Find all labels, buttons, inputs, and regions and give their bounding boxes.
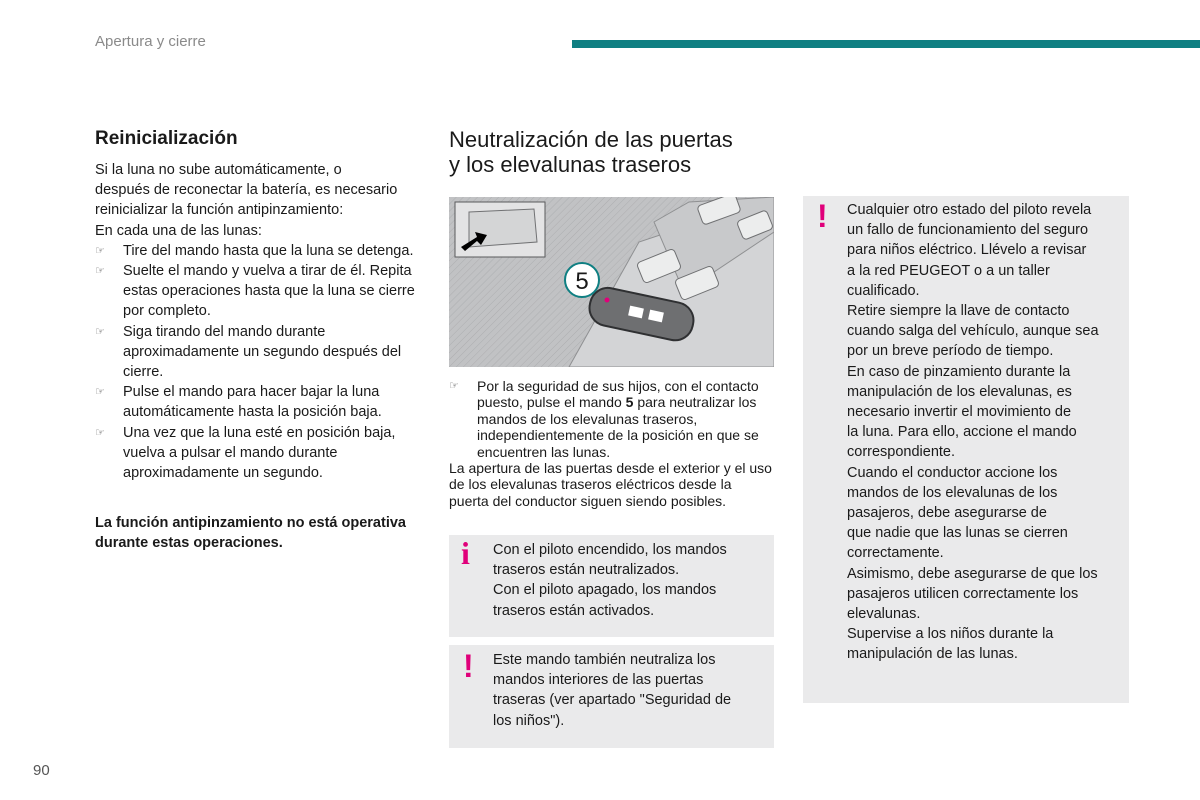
exterior-doors-paragraph: La apertura de las puertas desde el exterior y el uso de los elevalunas traseros eléctricos desde la puerta del conductor siguen siendo posibles. [449,460,772,509]
warning-line: manipulación de las lunas. [847,646,1018,663]
list-item: ☞ Una vez que la luna esté en posición baja, vuelva a pulsar el mando durante aproximadamente un segundo. [95,424,396,482]
header-accent-bar [572,40,1200,48]
info-box: i Con el piloto encendido, los mandos traseros están neutralizados. Con el piloto apagado, los mandos traseros están activados. [449,535,774,637]
section-title: Apertura y cierre [95,33,206,50]
switch-panel-illustration [449,197,774,367]
warning-line: por un breve período de tiempo. [847,343,1054,360]
list-item: ☞ Tire del mando hasta que la luna se detenga. [95,241,425,261]
reset-intro-4: En cada una de las lunas: [95,222,262,239]
warning-line: para niños eléctrico. Llévelo a revisar [847,242,1087,259]
reset-heading: Reinicialización [95,128,238,149]
pointing-hand-icon: ☞ [95,426,105,439]
warning-line: manipulación de los elevalunas, es [847,383,1072,400]
warning-icon: ! [817,198,828,234]
warning-line: elevalunas. [847,606,921,623]
warning-line: a la red PEUGEOT o a un taller [847,262,1050,279]
safety-warning-box [803,196,1129,703]
warning-line: necesario invertir el movimiento de [847,404,1072,421]
list-item: ☞ Pulse el mando para hacer bajar la luna automáticamente hasta la posición baja. [95,384,382,421]
reset-intro-3: reinicializar la función antipinzamiento: [95,202,344,219]
warning-line: Cuando el conductor accione los [847,464,1058,481]
warning-line: correspondiente. [847,444,956,461]
anti-pinch-note: La función antipinzamiento no está operativa durante estas operaciones. [95,515,406,552]
warning-line: pasajeros, debe asegurarse de [847,505,1047,522]
neutralization-text [449,378,774,509]
warning-line: Cualquier otro estado del piloto revela [847,202,1092,218]
info-icon: i [461,535,470,571]
reset-intro-1: Si la luna no sube automáticamente, o [95,162,342,178]
list-item: ☞ Suelte el mando y vuelva a tirar de él. Repita estas operaciones hasta que la luna se cierre por completo. [95,263,415,320]
warning-box: ! Este mando también neutraliza los mandos interiores de las puertas traseras (ver apartado "Seguridad de los niños"). [449,645,774,748]
list-item: ☞ Siga tirando del mando durante aproximadamente un segundo después del cierre. [95,323,402,381]
reset-section [95,128,425,554]
warning-line: la luna. Para ello, accione el mando [847,424,1077,441]
warning-line: En caso de pinzamiento durante la [847,363,1071,380]
warning-icon: ! [463,648,474,684]
pointing-hand-icon: ☞ [95,325,105,338]
reset-steps-list [95,241,425,483]
safety-warning-text [847,200,1125,665]
pointing-hand-icon: ☞ [95,244,105,257]
warning-line: Asimismo, debe asegurarse de que los [847,565,1098,582]
page-number: 90 [33,762,50,779]
list-item: ☞ Por la seguridad de sus hijos, con el contacto puesto, pulse el mando 5 para neutralizar los mandos de los elevalunas traseros, independientemente de la posición en que se encuentren las lunas. [449,378,759,460]
pointing-hand-icon: ☞ [95,386,105,399]
pointing-hand-icon: ☞ [95,265,105,278]
reset-intro-2: después de reconectar la batería, es necesario [95,182,398,199]
switch-panel-drawing [449,197,774,367]
switch-5-label: 5 [575,268,589,295]
warning-line: que nadie que las lunas se cierren [847,525,1068,542]
pointing-hand-icon: ☞ [449,380,459,392]
warning-line: un fallo de funcionamiento del seguro [847,222,1089,239]
warning-line: Supervise a los niños durante la [847,626,1054,643]
warning-line: correctamente. [847,545,944,562]
warning-line: cualificado. [847,282,920,299]
warning-line: pasajeros utilicen correctamente los [847,585,1079,602]
warning-line: Retire siempre la llave de contacto [847,303,1070,320]
warning-line: mandos de los elevalunas de los [847,484,1058,501]
warning-line: cuando salga del vehículo, aunque sea [847,323,1099,340]
page-title: Neutralización de las puertas y los elevalunas traseros [449,127,733,177]
